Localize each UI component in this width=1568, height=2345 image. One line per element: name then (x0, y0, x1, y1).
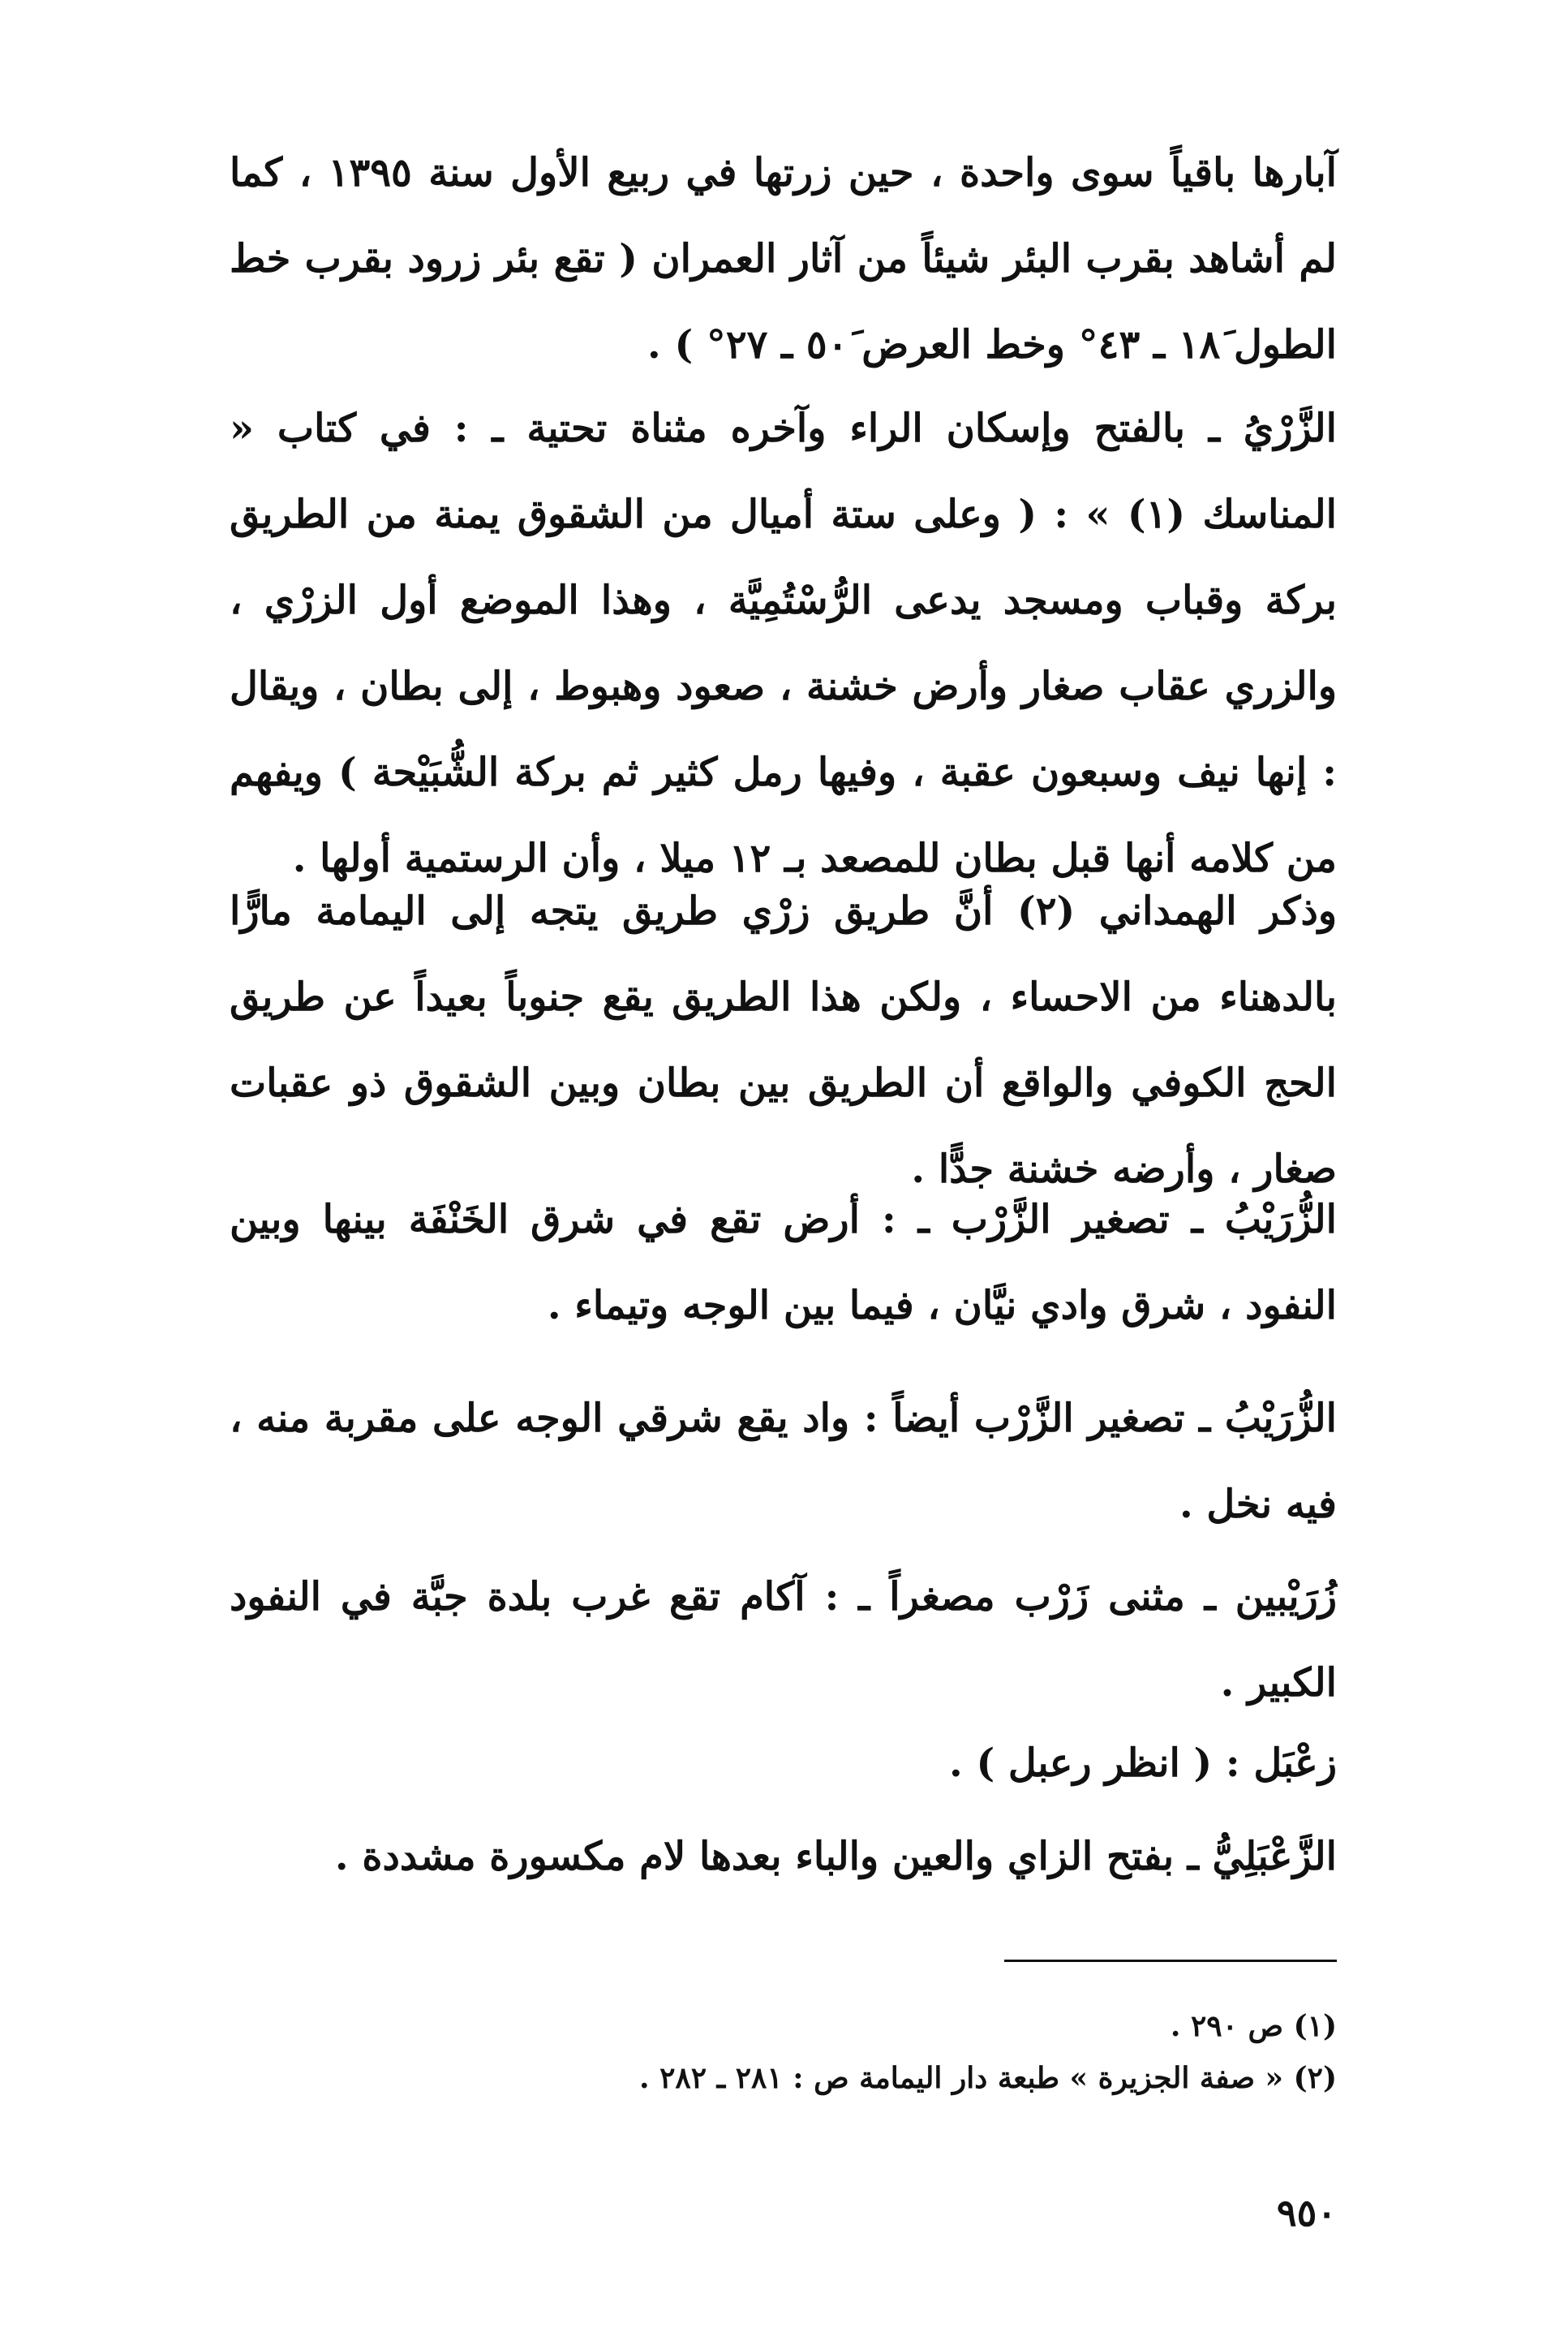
paragraph-text: زُرَيْبين ـ مثنى زَرْب مصغراً ـ : آكام تقع غرب بلدة جبَّة في النفود الكبير . (230, 1574, 1337, 1706)
paragraph-text: الزَّعْبَلِيُّ ـ بفتح الزاي والعين والباء بعدها لام مكسورة مشددة . (334, 1834, 1337, 1879)
entry-zuraybin (230, 1554, 1337, 1726)
paragraph-zarud-continued (230, 130, 1337, 388)
page-number: ٩٥٠ (1276, 2191, 1337, 2235)
paragraph-hamdani (230, 868, 1337, 1212)
paragraph-text: الزُّرَيْبُ ـ تصغير الزَّرْب ـ : أرض تقع في شرق الخَنْفَة بينها وبين النفود ، شرق وادي نيَّان ، فيما بين الوجه وتيماء . (230, 1197, 1337, 1328)
footnote-2: (٢) « صفة الجزيرة » طبعة دار اليمامة ص : ٢٨١ ـ ٢٨٢ . (639, 2061, 1337, 2095)
entry-al-zabali (230, 1814, 1337, 1900)
entry-al-zurayb-1 (230, 1177, 1337, 1349)
paragraph-text: آبارها باقياً سوى واحدة ، حين زرتها في ربيع الأول سنة ١٣٩٥ ، كما لم أشاهد بقرب البئر شيئاً من آثار العمران ( تقع بئر زرود بقرب خط الطول ١٨َ ـ ٤٣° وخط العرض ٥٠َ ـ ٢٧° ) . (230, 150, 1338, 368)
footnote-1: (١) ص ٢٩٠ . (1170, 2009, 1337, 2043)
footnotes (230, 2000, 1337, 2104)
paragraph-text: وذكر الهمداني (٢) أنَّ طريق زرْي طريق يتجه إلى اليمامة مارًّا بالدهناء من الاحساء ، ولكن هذا الطريق يقع جنوباً بعيداً عن طريق الحج الكوفي والواقع أن الطريق بين بطان وبين الشقوق ذو عقبات صغار ، وأرضه خشنة جدًّا . (230, 889, 1338, 1192)
entry-al-zary (230, 385, 1337, 901)
entry-al-zurayb-2 (230, 1375, 1337, 1547)
paragraph-text: الزَّرْيُ ـ بالفتح وإسكان الراء وآخره مثناة تحتية ـ : في كتاب « المناسك (١) » : ( وعلى ستة أميال من الشقوق يمنة من الطريق بركة وقباب ومسجد يدعى الرُّسْتُمِيَّة ، وهذا الموضع أول الزرْي ، والزري عقاب صغار وأرض خشنة ، صعود وهبوط ، إلى بطان ، ويقال : إنها نيف وسبعون عقبة ، وفيها رمل كثير ثم بركة الشُّبَيْحة ) ويفهم من كلامه أنها قبل بطان للمصعد بـ ١٢ ميلا ، وأن الرستمية أولها . (230, 406, 1337, 881)
entry-zabal (230, 1720, 1337, 1806)
footnote-divider (1004, 1960, 1337, 1962)
paragraph-text: الزُّرَيْبُ ـ تصغير الزَّرْب أيضاً : واد يقع شرقي الوجه على مقربة منه ، فيه نخل . (230, 1396, 1337, 1527)
paragraph-text: زعْبَل : ( انظر رعبل ) . (949, 1740, 1337, 1786)
